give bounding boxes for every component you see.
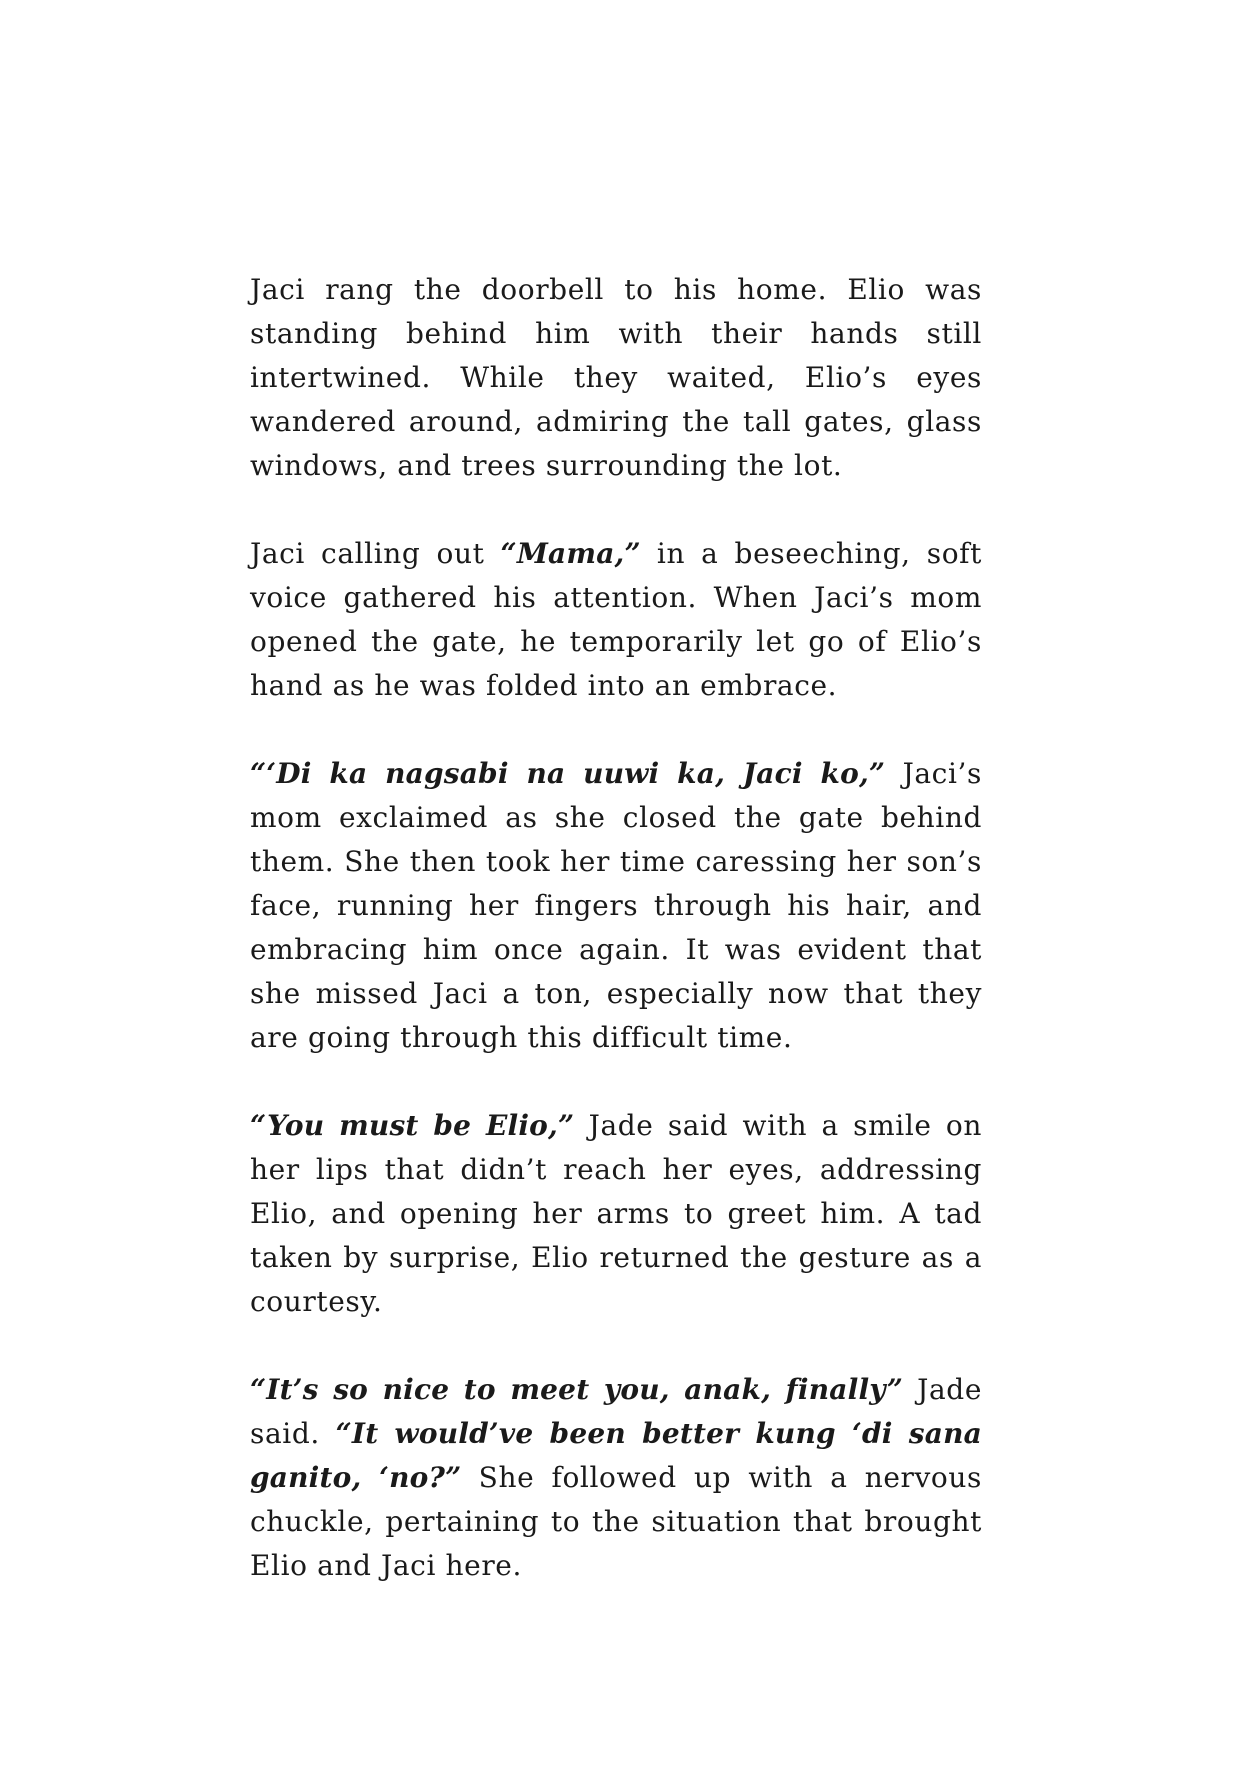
narration-text: Jaci calling out bbox=[250, 537, 501, 570]
paragraph-4 bbox=[250, 1104, 982, 1324]
narration-text: Jaci rang the doorbell to his home. Elio was standing behind him with their hands still intertwined. While they waited, Elio’s eyes wandered around, admiring the tall gates, glass windows, and trees surrounding the lot. bbox=[250, 273, 982, 482]
dialogue-emphasis: “Mama,” bbox=[500, 537, 641, 570]
dialogue-emphasis: “It’s so nice to meet you, anak, finally” bbox=[250, 1373, 904, 1406]
dialogue-emphasis: “It would’ve been better kung ‘di sana ganito, ‘no?” bbox=[250, 1417, 982, 1494]
paragraph-5 bbox=[250, 1368, 982, 1588]
narration-text: Jade said. bbox=[250, 1373, 982, 1450]
narration-text: She followed up with a nervous chuckle, pertaining to the situation that brought Elio and Jaci here. bbox=[250, 1461, 982, 1582]
dialogue-emphasis: “‘Di ka nagsabi na uuwi ka, Jaci ko,” bbox=[250, 757, 886, 790]
narration-text: Jade said with a smile on her lips that didn’t reach her eyes, addressing Elio, and opening her arms to greet him. A tad taken by surprise, Elio returned the gesture as a courtesy. bbox=[250, 1109, 982, 1318]
dialogue-emphasis: “You must be Elio,” bbox=[250, 1109, 575, 1142]
paragraph-2 bbox=[250, 532, 982, 708]
paragraph-1 bbox=[250, 268, 982, 488]
paragraph-3 bbox=[250, 752, 982, 1060]
page-body bbox=[250, 268, 982, 1588]
narration-text: Jaci’s mom exclaimed as she closed the gate behind them. She then took her time caressing her son’s face, running her fingers through his hair, and embracing him once again. It was evident that she missed Jaci a ton, especially now that they are going through this difficult time. bbox=[250, 757, 982, 1054]
narration-text: in a beseeching, soft voice gathered his attention. When Jaci’s mom opened the gate, he temporarily let go of Elio’s hand as he was folded into an embrace. bbox=[250, 537, 982, 702]
